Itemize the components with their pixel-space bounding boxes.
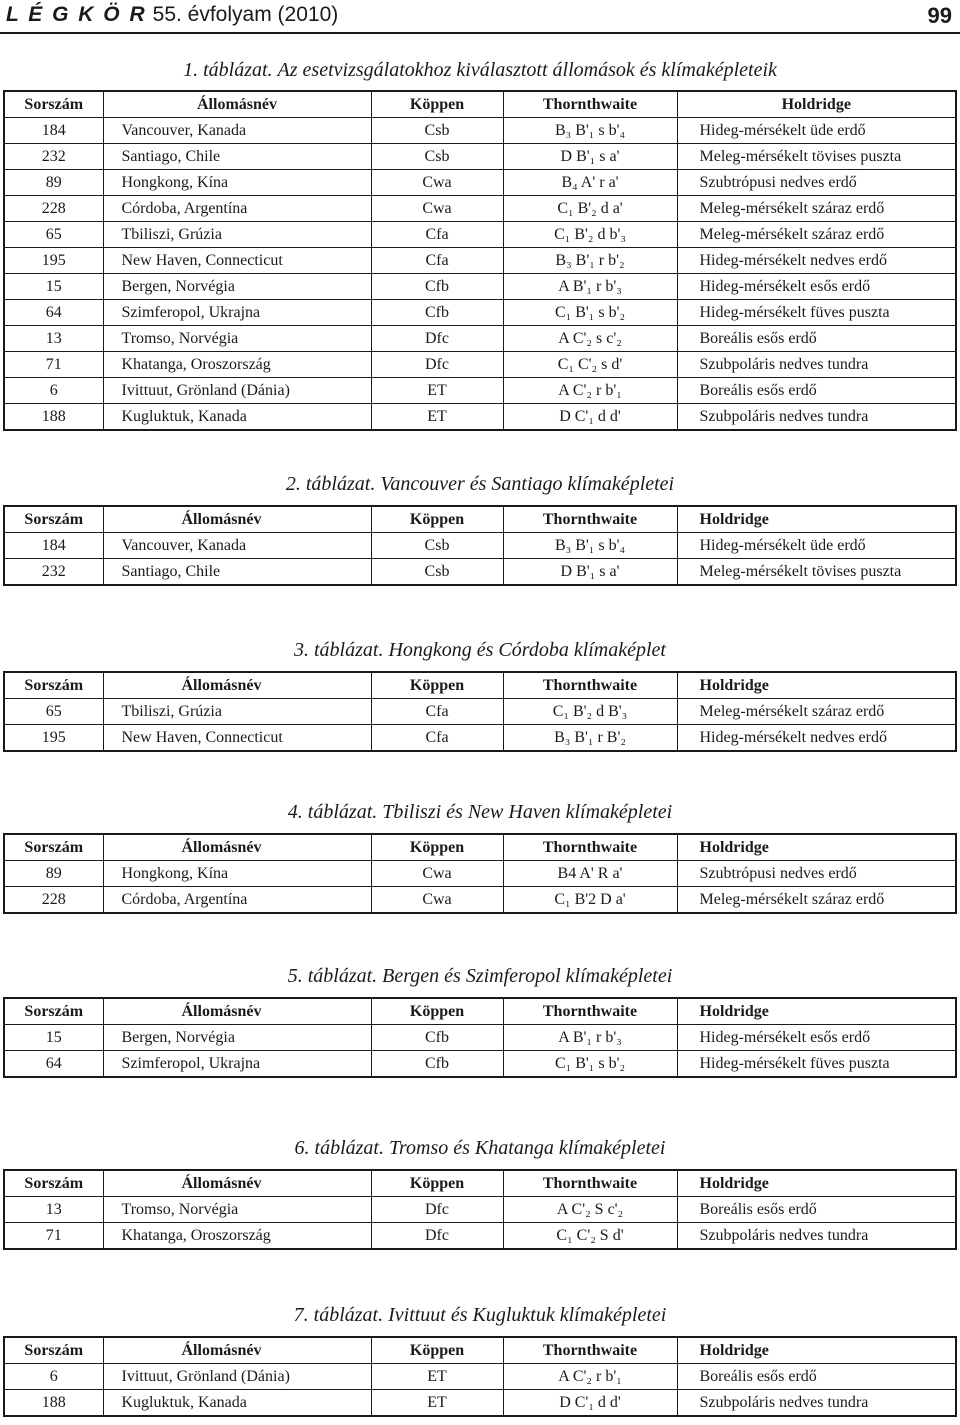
header-holdridge: Holdridge [699,1002,769,1020]
thornthwaite-cell: A B'₁ r b'₃ [503,274,677,300]
holdridge-cell: Szubtrópusi nedves erdő [699,864,857,882]
thornthwaite-cell: B₃ B'₁ s b'₄ [503,118,677,144]
thornthwaite-cell: C₁ B'2 D a' [503,887,677,914]
station-name-cell: Kugluktuk, Kanada [103,404,371,431]
table-row [4,222,956,248]
thornthwaite-cell: B₄ A' r a' [503,170,677,196]
header-thornthwaite: Thornthwaite [503,91,677,118]
station-name-cell: Tromso, Norvégia [103,326,371,352]
sorszam-cell: 13 [4,1197,103,1223]
header-station-name: Állomásnév [103,1170,371,1197]
thornthwaite-cell: C₁ B'₁ s b'₂ [503,300,677,326]
koppen-cell: ET [371,404,503,431]
table-caption-text: Tromso és Khatanga klímaképletei [388,1137,666,1159]
holdridge-cell: Szubpoláris nedves tundra [699,1393,869,1411]
station-name-cell: Khatanga, Oroszország [103,352,371,378]
koppen-cell: Csb [371,144,503,170]
holdridge-cell: Hideg-mérsékelt üde erdő [699,536,866,554]
table-caption-number: 6. táblázat. [294,1137,384,1159]
thornthwaite-cell: A B'₁ r b'₃ [503,1025,677,1051]
table-row [4,300,956,326]
table-1 [3,90,957,431]
koppen-cell: Cfa [371,248,503,274]
thornthwaite-cell: C₁ C'₂ s d' [503,352,677,378]
sorszam-cell: 232 [4,144,103,170]
table-row [4,118,956,144]
header-thornthwaite: Thornthwaite [503,506,677,533]
table-header-row [4,1337,956,1364]
thornthwaite-cell: D C'₁ d d' [503,1390,677,1417]
table-row [4,1364,956,1390]
thornthwaite-cell: A C'₂ s c'₂ [503,326,677,352]
sorszam-cell: 6 [4,1364,103,1390]
koppen-cell: Cfb [371,1025,503,1051]
thornthwaite-cell: D B'₁ s a' [503,559,677,586]
koppen-cell: Cwa [371,170,503,196]
sorszam-cell: 64 [4,300,103,326]
header-koppen: Köppen [371,998,503,1025]
koppen-cell: Cfb [371,300,503,326]
holdridge-cell: Boreális esős erdő [699,1367,817,1385]
station-name-cell: New Haven, Connecticut [103,248,371,274]
station-name-cell: Ivittuut, Grönland (Dánia) [103,1364,371,1390]
header-station-name: Állomásnév [103,998,371,1025]
holdridge-cell: Szubpoláris nedves tundra [699,1226,869,1244]
header-holdridge: Holdridge [699,1174,769,1192]
sorszam-cell: 228 [4,887,103,914]
holdridge-cell: Meleg-mérsékelt száraz erdő [699,702,885,720]
sorszam-cell: 184 [4,533,103,559]
table-5 [3,997,957,1078]
holdridge-cell: Hideg-mérsékelt nedves erdő [699,251,887,269]
koppen-cell: Dfc [371,1197,503,1223]
station-name-cell: Tbiliszi, Grúzia [103,699,371,725]
page-header [0,0,960,34]
header-thornthwaite: Thornthwaite [503,1337,677,1364]
table-row [4,1197,956,1223]
table-4-caption [0,800,960,824]
table-row [4,861,956,887]
koppen-cell: Cfa [371,725,503,752]
koppen-cell: Cwa [371,196,503,222]
table-row [4,274,956,300]
koppen-cell: ET [371,1390,503,1417]
table-6-caption [0,1136,960,1160]
station-name-cell: Santiago, Chile [103,144,371,170]
header-thornthwaite: Thornthwaite [503,834,677,861]
holdridge-cell: Meleg-mérsékelt száraz erdő [699,890,885,908]
table-caption-number: 7. táblázat. [293,1304,384,1326]
koppen-cell: Cwa [371,887,503,914]
thornthwaite-cell: D C'₁ d d' [503,404,677,431]
station-name-cell: Szimferopol, Ukrajna [103,300,371,326]
header-holdridge: Holdridge [699,676,769,694]
sorszam-cell: 188 [4,404,103,431]
table-2 [3,505,957,586]
station-name-cell: Kugluktuk, Kanada [103,1390,371,1417]
table-3-caption [0,638,960,662]
station-name-cell: Szimferopol, Ukrajna [103,1051,371,1078]
header-sorszam: Sorszám [4,998,103,1025]
table-caption-text: Hongkong és Córdoba klímaképlet [388,639,666,661]
holdridge-cell: Meleg-mérsékelt tövises puszta [699,147,902,165]
header-holdridge: Holdridge [699,838,769,856]
table-caption-number: 2. táblázat. [285,473,376,495]
header-koppen: Köppen [371,1170,503,1197]
table-3 [3,671,957,752]
table-row [4,170,956,196]
table-row [4,559,956,586]
table-caption-number: 3. táblázat. [294,639,384,661]
station-name-cell: Tbiliszi, Grúzia [103,222,371,248]
table-row [4,1051,956,1078]
station-name-cell: Córdoba, Argentína [103,196,371,222]
table-7 [3,1336,957,1417]
table-caption-number: 4. táblázat. [287,801,378,823]
table-header-row [4,998,956,1025]
thornthwaite-cell: A C'₂ r b'₁ [503,378,677,404]
sorszam-cell: 89 [4,861,103,887]
table-row [4,248,956,274]
thornthwaite-cell: B4 A' R a' [503,861,677,887]
header-station-name: Állomásnév [103,1337,371,1364]
sorszam-cell: 195 [4,248,103,274]
sorszam-cell: 195 [4,725,103,752]
koppen-cell: Cfa [371,699,503,725]
station-name-cell: Tromso, Norvégia [103,1197,371,1223]
table-row [4,378,956,404]
koppen-cell: ET [371,378,503,404]
holdridge-cell: Boreális esős erdő [699,381,817,399]
table-row [4,352,956,378]
station-name-cell: Hongkong, Kína [103,861,371,887]
holdridge-cell: Hideg-mérsékelt esős erdő [699,277,871,295]
table-row [4,1025,956,1051]
sorszam-cell: 188 [4,1390,103,1417]
header-holdridge: Holdridge [699,1341,769,1359]
holdridge-cell: Hideg-mérsékelt üde erdő [699,121,866,139]
holdridge-cell: Szubtrópusi nedves erdő [699,173,857,191]
table-row [4,326,956,352]
table-row [4,1390,956,1417]
sorszam-cell: 89 [4,170,103,196]
header-koppen: Köppen [371,1337,503,1364]
thornthwaite-cell: C₁ B'₂ d B'₃ [503,699,677,725]
koppen-cell: Cfb [371,274,503,300]
holdridge-cell: Hideg-mérsékelt nedves erdő [699,728,887,746]
koppen-cell: ET [371,1364,503,1390]
header-thornthwaite: Thornthwaite [503,1170,677,1197]
header-holdridge: Holdridge [781,95,851,113]
koppen-cell: Dfc [371,326,503,352]
thornthwaite-cell: B₃ B'₁ r B'₂ [503,725,677,752]
table-row [4,699,956,725]
header-koppen: Köppen [371,834,503,861]
table-row [4,196,956,222]
header-holdridge: Holdridge [699,510,769,528]
header-station-name: Állomásnév [103,672,371,699]
table-header-row [4,834,956,861]
table-4 [3,833,957,914]
header-koppen: Köppen [371,506,503,533]
journal-name: L É G K Ö R [6,3,147,26]
header-sorszam: Sorszám [4,1170,103,1197]
koppen-cell: Cfb [371,1051,503,1078]
thornthwaite-cell: C₁ C'₂ S d' [503,1223,677,1250]
thornthwaite-cell: C₁ B'₂ d b'₃ [503,222,677,248]
thornthwaite-cell: A C'₂ r b'₁ [503,1364,677,1390]
holdridge-cell: Hideg-mérsékelt esős erdő [699,1028,871,1046]
koppen-cell: Csb [371,118,503,144]
table-row [4,533,956,559]
table-row [4,1223,956,1250]
holdridge-cell: Boreális esős erdő [699,329,817,347]
table-row [4,144,956,170]
journal-volume: 55. évfolyam (2010) [152,3,339,26]
header-sorszam: Sorszám [4,506,103,533]
station-name-cell: Ivittuut, Grönland (Dánia) [103,378,371,404]
thornthwaite-cell: C₁ B'₂ d a' [503,196,677,222]
station-name-cell: Hongkong, Kína [103,170,371,196]
header-sorszam: Sorszám [4,1337,103,1364]
header-sorszam: Sorszám [4,91,103,118]
header-station-name: Állomásnév [103,506,371,533]
header-sorszam: Sorszám [4,834,103,861]
journal-title [6,3,338,27]
table-7-caption [0,1303,960,1327]
header-station-name: Állomásnév [103,834,371,861]
holdridge-cell: Boreális esős erdő [699,1200,817,1218]
table-header-row [4,506,956,533]
koppen-cell: Csb [371,533,503,559]
station-name-cell: Vancouver, Kanada [103,118,371,144]
holdridge-cell: Meleg-mérsékelt tövises puszta [699,562,902,580]
thornthwaite-cell: B₃ B'₁ s b'₄ [503,533,677,559]
table-caption-number: 1. táblázat. [183,59,273,81]
koppen-cell: Cwa [371,861,503,887]
sorszam-cell: 15 [4,1025,103,1051]
sorszam-cell: 65 [4,222,103,248]
header-thornthwaite: Thornthwaite [503,998,677,1025]
koppen-cell: Csb [371,559,503,586]
table-header-row [4,672,956,699]
thornthwaite-cell: A C'₂ S c'₂ [503,1197,677,1223]
sorszam-cell: 232 [4,559,103,586]
holdridge-cell: Hideg-mérsékelt füves puszta [699,1054,890,1072]
header-station-name: Állomásnév [103,91,371,118]
table-1-caption [0,58,960,82]
sorszam-cell: 71 [4,1223,103,1250]
koppen-cell: Cfa [371,222,503,248]
header-koppen: Köppen [371,91,503,118]
table-row [4,887,956,914]
table-header-row [4,1170,956,1197]
station-name-cell: Vancouver, Kanada [103,533,371,559]
table-caption-text: Az esetvizsgálatokhoz kiválasztott állomások és klímaképleteik [277,59,777,81]
table-row [4,725,956,752]
koppen-cell: Dfc [371,352,503,378]
header-koppen: Köppen [371,672,503,699]
station-name-cell: Santiago, Chile [103,559,371,586]
station-name-cell: Bergen, Norvégia [103,274,371,300]
sorszam-cell: 184 [4,118,103,144]
table-caption-text: Vancouver és Santiago klímaképletei [380,473,675,495]
table-caption-text: Tbiliszi és New Haven klímaképletei [382,801,673,823]
table-5-caption [0,964,960,988]
holdridge-cell: Hideg-mérsékelt füves puszta [699,303,890,321]
thornthwaite-cell: C₁ B'₁ s b'₂ [503,1051,677,1078]
holdridge-cell: Szubpoláris nedves tundra [699,355,869,373]
table-caption-text: Ivittuut és Kugluktuk klímaképletei [388,1304,667,1326]
sorszam-cell: 71 [4,352,103,378]
table-row [4,404,956,431]
header-sorszam: Sorszám [4,672,103,699]
holdridge-cell: Meleg-mérsékelt száraz erdő [699,225,885,243]
sorszam-cell: 65 [4,699,103,725]
station-name-cell: Khatanga, Oroszország [103,1223,371,1250]
table-6 [3,1169,957,1250]
station-name-cell: New Haven, Connecticut [103,725,371,752]
thornthwaite-cell: D B'₁ s a' [503,144,677,170]
sorszam-cell: 64 [4,1051,103,1078]
sorszam-cell: 228 [4,196,103,222]
sorszam-cell: 13 [4,326,103,352]
station-name-cell: Córdoba, Argentína [103,887,371,914]
table-caption-text: Bergen és Szimferopol klímaképletei [382,965,673,987]
thornthwaite-cell: B₃ B'₁ r b'₂ [503,248,677,274]
table-header-row [4,91,956,118]
holdridge-cell: Meleg-mérsékelt száraz erdő [699,199,885,217]
table-caption-number: 5. táblázat. [287,965,378,987]
page-number: 99 [927,3,952,28]
header-thornthwaite: Thornthwaite [503,672,677,699]
holdridge-cell: Szubpoláris nedves tundra [699,407,869,425]
station-name-cell: Bergen, Norvégia [103,1025,371,1051]
sorszam-cell: 6 [4,378,103,404]
koppen-cell: Dfc [371,1223,503,1250]
sorszam-cell: 15 [4,274,103,300]
table-2-caption [0,472,960,496]
